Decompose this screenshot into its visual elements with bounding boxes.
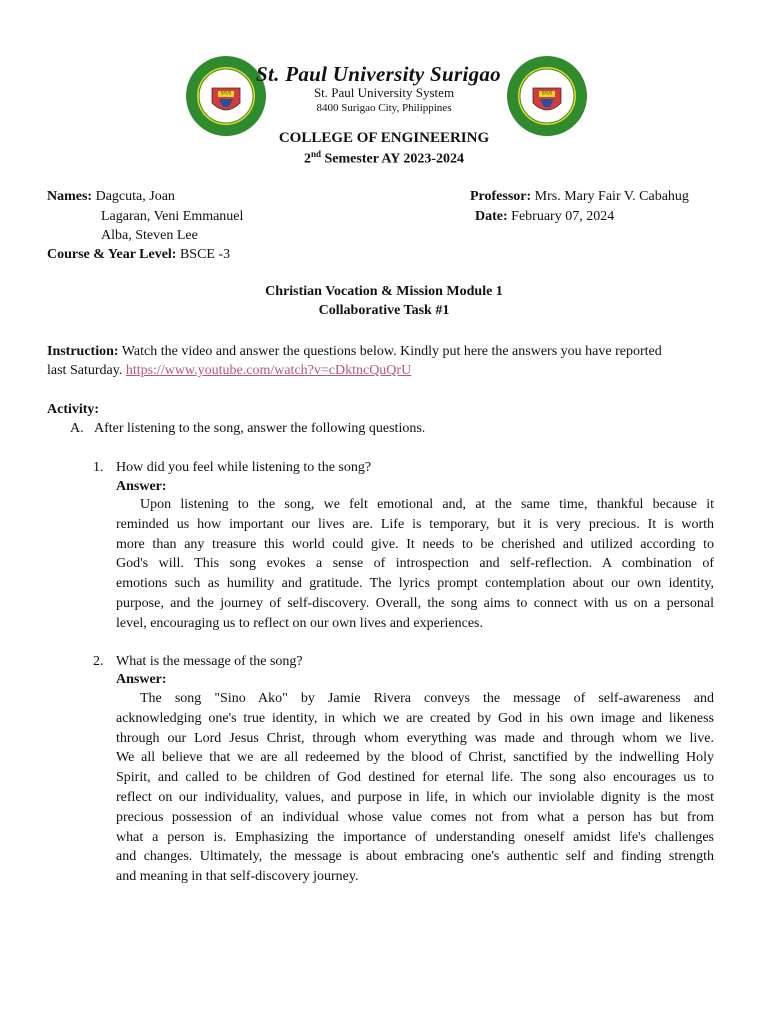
question-1-number: 1.	[93, 460, 104, 475]
answer-2-line: and meaning in that self-discovery journey.	[116, 869, 359, 885]
answer-2-body	[116, 689, 714, 887]
video-link[interactable]: https://www.youtube.com/watch?v=cDktncQuQrU	[125, 363, 412, 378]
professor-label: Professor:	[470, 189, 532, 204]
question-1-text: How did you feel while listening to the song?	[116, 460, 372, 475]
answer-2-line: what a person is. Emphasizing the importance of understanding oneself amidst life's challenges	[116, 829, 714, 845]
task-title: Collaborative Task #1	[318, 303, 450, 318]
professor-row	[470, 187, 689, 207]
professor-value: Mrs. Mary Fair V. Cabahug	[531, 189, 689, 204]
answer-2-line: precious possession of an individual whose value comes not from what a person has but from	[116, 809, 714, 825]
answer-2-line: We all believe that we are all redeemed by the blood of Christ, sanctified by the indwelling Holy	[116, 750, 714, 766]
answer-1-label: Answer:	[116, 479, 167, 494]
item-a-marker: A.	[70, 421, 84, 436]
item-a-text: After listening to the song, answer the following questions.	[94, 421, 426, 436]
answer-2-line: acknowledging one's true identity, in which we are created by God in his own image and likeness	[116, 710, 714, 726]
name-1: Dagcuta, Joan	[95, 189, 175, 204]
question-2-text: What is the message of the song?	[116, 654, 303, 669]
university-name: St. Paul University Surigao	[256, 62, 501, 86]
answer-1-line: emotions such as humility and gratitude. The lyrics prompt contemplation about our own identity,	[116, 576, 714, 592]
names-label: Names:	[47, 189, 93, 204]
date-label: Date:	[475, 209, 508, 224]
module-title: Christian Vocation & Mission Module 1	[265, 284, 503, 299]
answer-1-line: more than any treasure this world could give. It needs to be cherished and utilized according to	[116, 536, 714, 552]
course-label: Course & Year Level:	[47, 247, 177, 262]
instruction-label: Instruction:	[47, 344, 119, 359]
svg-text:SPUS: SPUS	[220, 90, 232, 96]
college-name: COLLEGE OF ENGINEERING	[278, 130, 490, 146]
instruction-line-2: last Saturday. https://www.youtube.com/watch?v=cDktncQuQrU	[47, 363, 412, 378]
date-value: February 07, 2024	[507, 209, 615, 224]
answer-1-line: reminded us how important our lives are. Life is temporary, but it is very precious. It is worth	[116, 516, 714, 532]
answer-2-label: Answer:	[116, 672, 167, 687]
answer-1-line: purpose, and the journey of self-discovery. Overall, the song aims to connect with us on a personal	[116, 595, 714, 611]
names-row	[47, 187, 175, 207]
university-system: St. Paul University System	[313, 85, 455, 100]
semester-line: 2nd Semester AY 2023-2024	[304, 149, 464, 167]
course-row	[47, 245, 230, 265]
name-2: Lagaran, Veni Emmanuel	[101, 209, 244, 224]
question-2-number: 2.	[93, 654, 104, 669]
answer-2-line: through our Lord Jesus Christ, through whom everything was made and through whom we live.	[116, 730, 714, 746]
course-value: BSCE -3	[176, 247, 231, 262]
answer-2-line: Spirit, and called to be children of God destined for eternal life. The song also encourages us to	[116, 770, 714, 786]
answer-1-body	[116, 495, 714, 634]
answer-2-line: reflect on our individuality, values, and purpose in life, in which our inviolable dignity is the most	[116, 789, 714, 805]
date-row	[475, 207, 614, 227]
svg-text:SPUS: SPUS	[541, 90, 553, 96]
answer-2-line: and changes. Ultimately, the message is about embracing one's authentic self and finding strength	[116, 849, 714, 865]
answer-1-line: level, encouraging us to reflect on our own lives and experiences.	[116, 615, 483, 631]
answer-2-line: The song "Sino Ako" by Jamie Rivera conveys the message of self-awareness and	[140, 691, 714, 706]
name-3: Alba, Steven Lee	[101, 228, 198, 243]
university-address: 8400 Surigao City, Philippines	[316, 102, 452, 114]
instruction-line-1: Instruction: Watch the video and answer the questions below. Kindly put here the answers you have reported	[47, 344, 662, 359]
activity-label: Activity:	[47, 402, 100, 417]
answer-1-line: Upon listening to the song, we felt emotional and, at the same time, thankful because it	[140, 497, 714, 512]
answer-1-line: God's will. This song evokes a sense of introspection and self-reflection. A combination of	[116, 556, 714, 572]
